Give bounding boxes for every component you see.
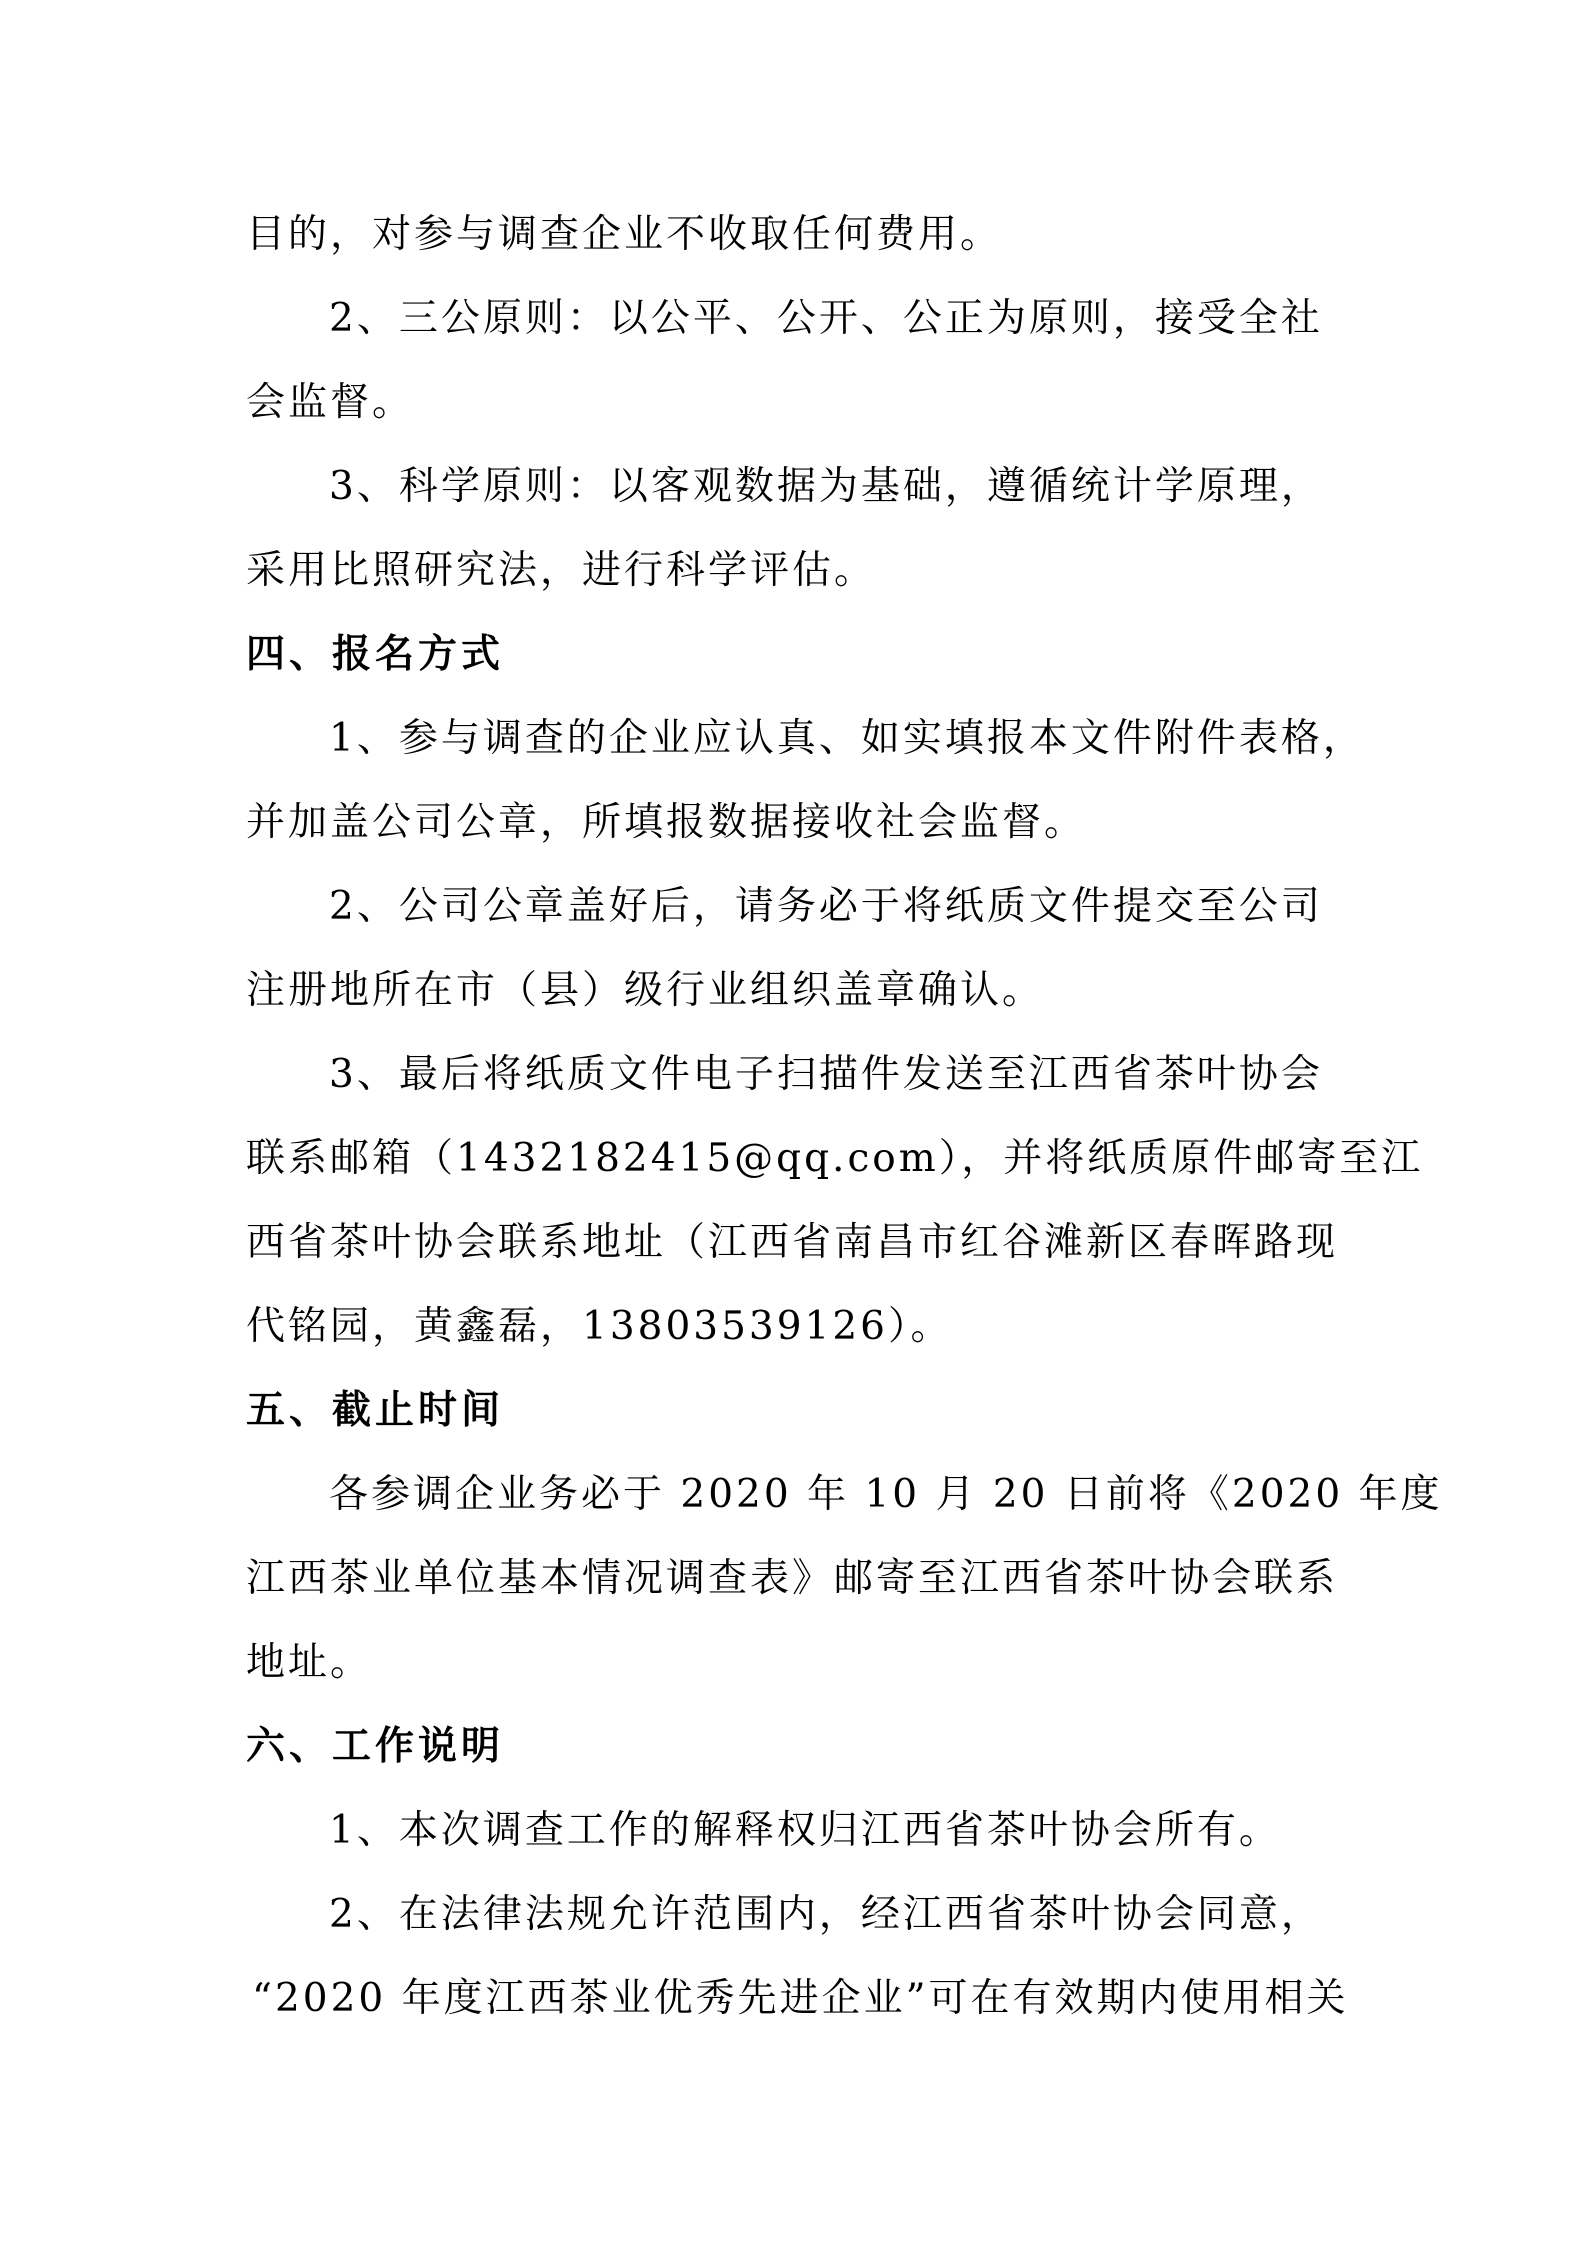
registration-item-2-line: 2、公司公章盖好后，请务必于将纸质文件提交至公司 bbox=[329, 884, 1323, 929]
paragraph-line: 注册地所在市（县）级行业组织盖章确认。 bbox=[246, 968, 1045, 1013]
work-note-2-line: 2、在法律法规允许范围内，经江西省茶叶协会同意， bbox=[329, 1892, 1323, 1937]
contact-phone-line: 代铭园，黄鑫磊，13803539126）。 bbox=[246, 1304, 953, 1349]
section-heading-work-notes: 六、工作说明 bbox=[246, 1724, 505, 1769]
principle-3-line: 3、科学原则：以客观数据为基础，遵循统计学原理， bbox=[329, 464, 1323, 509]
paragraph-line: 目的，对参与调查企业不收取任何费用。 bbox=[246, 212, 1003, 257]
section-heading-registration: 四、报名方式 bbox=[246, 632, 505, 677]
section-heading-deadline: 五、截止时间 bbox=[246, 1388, 505, 1433]
paragraph-line: 会监督。 bbox=[246, 380, 415, 425]
registration-item-1-line: 1、参与调查的企业应认真、如实填报本文件附件表格， bbox=[329, 716, 1365, 761]
principle-2-line: 2、三公原则：以公平、公开、公正为原则，接受全社 bbox=[329, 296, 1323, 341]
paragraph-line: 地址。 bbox=[246, 1640, 373, 1685]
contact-address-line: 西省茶叶协会联系地址（江西省南昌市红谷滩新区春晖路现 bbox=[246, 1220, 1339, 1265]
paragraph-line: 江西茶业单位基本情况调查表》邮寄至江西省茶叶协会联系 bbox=[246, 1556, 1339, 1601]
paragraph-line: 采用比照研究法，进行科学评估。 bbox=[246, 548, 877, 593]
deadline-line: 各参调企业务必于 2020 年 10 月 20 日前将《2020 年度 bbox=[329, 1472, 1443, 1517]
contact-email-line: 联系邮箱（1432182415@qq.com），并将纸质原件邮寄至江 bbox=[246, 1136, 1424, 1181]
registration-item-3-line: 3、最后将纸质文件电子扫描件发送至江西省茶叶协会 bbox=[329, 1052, 1323, 1097]
paragraph-line: “2020 年度江西茶业优秀先进企业”可在有效期内使用相关 bbox=[252, 1976, 1349, 2021]
paragraph-line: 并加盖公司公章，所填报数据接收社会监督。 bbox=[246, 800, 1087, 845]
work-note-1-line: 1、本次调查工作的解释权归江西省茶叶协会所有。 bbox=[329, 1808, 1281, 1853]
